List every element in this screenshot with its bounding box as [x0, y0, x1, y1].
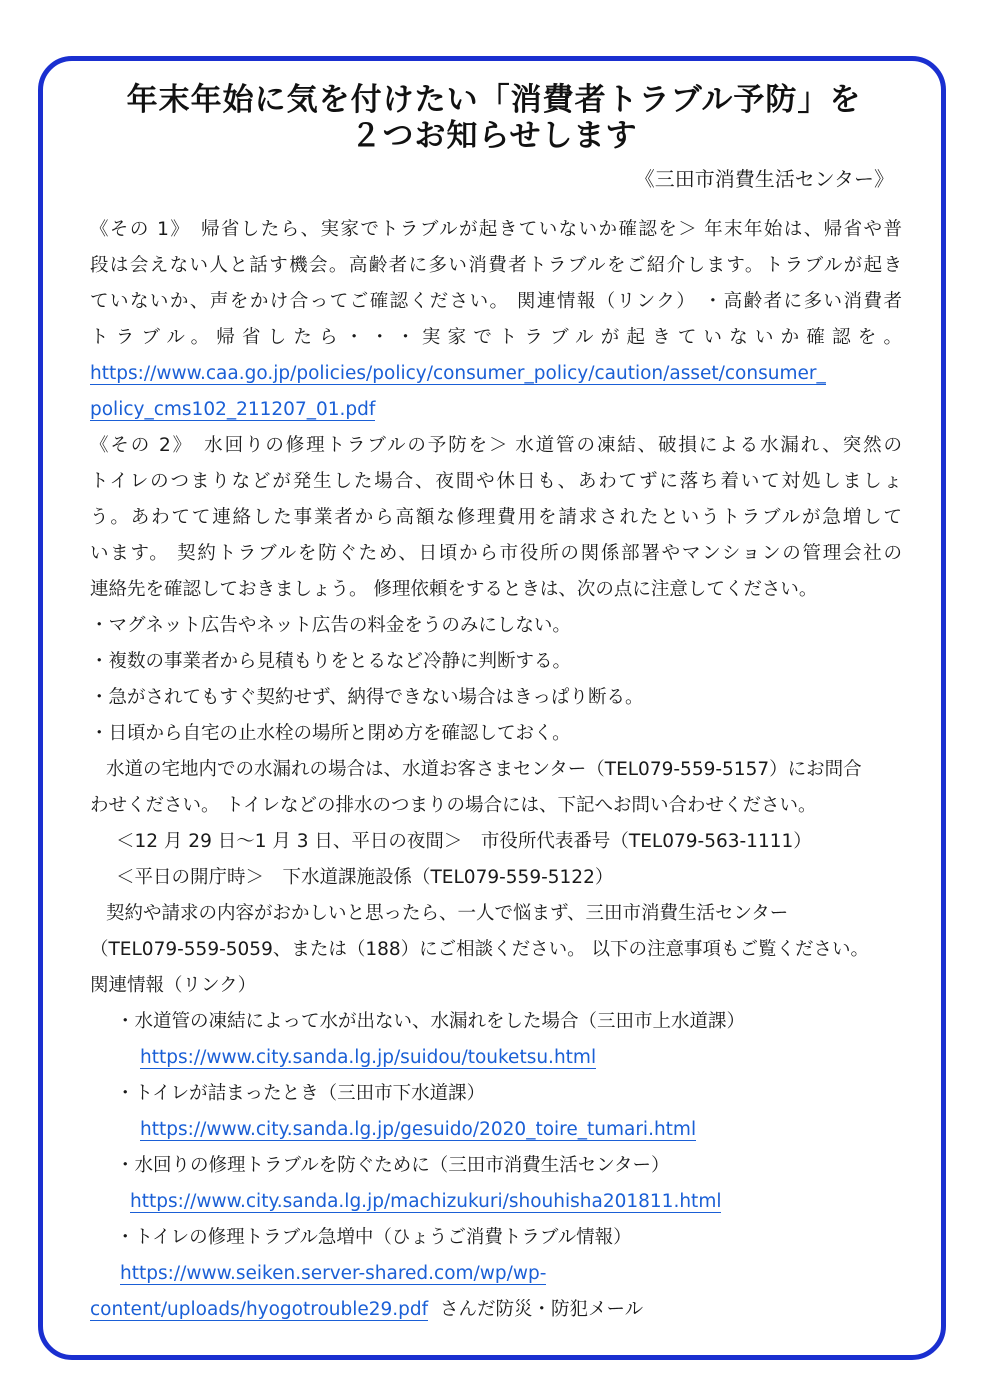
section1-link-line2	[90, 392, 902, 428]
page-title-line2: ２つお知らせします	[350, 118, 638, 154]
bullet-item: ・複数の事業者から見積もりをとるなど冷静に判断する。	[90, 651, 572, 672]
link-line-gesuido	[90, 1112, 902, 1148]
section1-line4: トラブル。帰省したら・・・実家でトラブルが起きていないか確認を。	[90, 327, 902, 348]
article-body	[90, 212, 902, 1328]
caa-link-part2[interactable]: policy_cms102_211207_01.pdf	[90, 399, 376, 420]
hyogo-link-part2[interactable]: content/uploads/hyogotrouble29.pdf	[90, 1299, 429, 1320]
suidou-link[interactable]: https://www.city.sanda.lg.jp/suidou/touketsu.html	[140, 1047, 597, 1068]
bullet-item: ・急がされてもすぐ契約せず、納得できない場合はきっぱり断る。	[90, 687, 644, 708]
organization-name: 《三田市消費生活センター》	[634, 167, 894, 191]
section1-line2: 段は会えない人と話す機会。高齢者に多い消費者トラブルをご紹介します。トラブルが起き	[90, 255, 902, 276]
contact-weekday: ＜平日の開庁時＞ 下水道課施設係（TEL079-559-5122）	[116, 867, 614, 888]
consult-line1: 契約や請求の内容がおかしいと思ったら、一人で悩まず、三田市消費生活センター	[106, 903, 789, 924]
hyogo-link-part1[interactable]: https://www.seiken.server-shared.com/wp/wp-	[120, 1263, 547, 1284]
link-line-suidou	[90, 1040, 902, 1076]
bullet-item: ・マグネット広告やネット広告の料金をうのみにしない。	[90, 615, 571, 636]
water-leak-line2: わせください。 トイレなどの排水のつまりの場合には、下記へお問い合わせください。	[90, 795, 817, 816]
link-label-suidou: ・水道管の凍結によって水が出ない、水漏れをした場合（三田市上水道課）	[116, 1011, 746, 1032]
caa-link-part1[interactable]: https://www.caa.go.jp/policies/policy/consumer_policy/caution/asset/consumer_	[90, 363, 826, 384]
section1-line1: 《その 1》 帰省したら、実家でトラブルが起きていないか確認を＞ 年末年始は、帰省や普	[90, 219, 902, 240]
bousai-mail-text: さんだ防災・防犯メール	[439, 1299, 644, 1320]
link-line-hyogo-1	[90, 1256, 902, 1292]
shouhisha-link[interactable]: https://www.city.sanda.lg.jp/machizukuri/shouhisha201811.html	[130, 1191, 722, 1212]
section1-link-line1	[90, 356, 902, 392]
section2-line2: トイレのつまりなどが発生した場合、夜間や休日も、あわてずに落ち着いて対処しましょ	[90, 471, 902, 492]
link-label-shouhisha: ・水回りの修理トラブルを防ぐために（三田市消費生活センター）	[116, 1155, 670, 1176]
section2-line1: 《その 2》 水回りの修理トラブルの予防を＞ 水道管の凍結、破損による水漏れ、突然の	[90, 435, 902, 456]
bullet-item: ・日頃から自宅の止水栓の場所と閉め方を確認しておく。	[90, 723, 571, 744]
link-line-hyogo-2	[90, 1292, 902, 1328]
link-label-hyogo: ・トイレの修理トラブル急増中（ひょうご消費トラブル情報）	[116, 1227, 632, 1248]
section2-line3: う。あわてて連絡した事業者から高額な修理費用を請求されたというトラブルが急増して	[90, 507, 902, 528]
section2-line5: 連絡先を確認しておきましょう。 修理依頼をするときは、次の点に注意してください。	[90, 579, 818, 600]
link-line-shouhisha	[90, 1184, 902, 1220]
gesuido-link[interactable]: https://www.city.sanda.lg.jp/gesuido/2020_toire_tumari.html	[140, 1119, 697, 1140]
section1-line3: ていないか、声をかけ合ってご確認ください。 関連情報（リンク） ・高齢者に多い消費者	[90, 291, 902, 312]
water-leak-line1: 水道の宅地内での水漏れの場合は、水道お客さまセンター（TEL079-559-5157）にお問合	[106, 759, 862, 780]
consult-line2: （TEL079-559-5059、または（188）にご相談ください。 以下の注意事項もご覧ください。	[90, 939, 870, 960]
section2-line4: います。 契約トラブルを防ぐため、日頃から市役所の関係部署やマンションの管理会社の	[90, 543, 902, 564]
page-title-line1: 年末年始に気を付けたい「消費者トラブル予防」を	[126, 82, 862, 118]
related-info-label: 関連情報（リンク）	[90, 975, 257, 996]
link-label-gesuido: ・トイレが詰まったとき（三田市下水道課）	[116, 1083, 486, 1104]
contact-night: ＜12 月 29 日～1 月 3 日、平日の夜間＞ 市役所代表番号（TEL079-563-1111）	[116, 831, 812, 852]
